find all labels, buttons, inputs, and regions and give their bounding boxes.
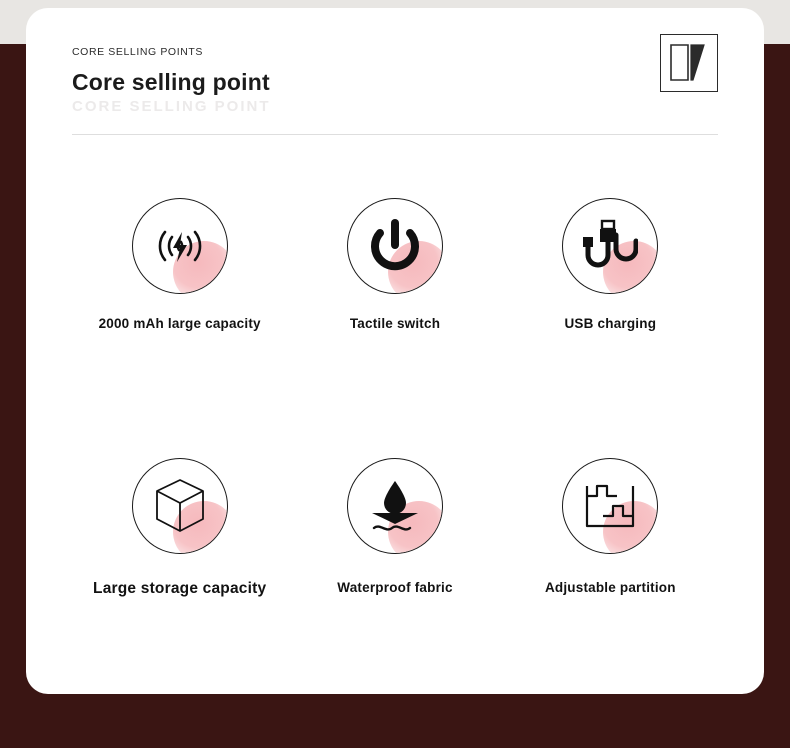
feature-item — [72, 188, 287, 448]
feature-item — [287, 188, 502, 448]
feature-item — [287, 448, 502, 708]
icon-wrapper — [562, 458, 658, 554]
feature-label: Waterproof fabric — [337, 580, 453, 595]
icon-wrapper — [347, 458, 443, 554]
page-subtitle: CORE SELLING POINT — [72, 98, 271, 116]
feature-label: 2000 mAh large capacity — [98, 316, 261, 331]
feature-label: Large storage capacity — [93, 580, 267, 597]
feature-label: Tactile switch — [349, 316, 441, 331]
core-selling-point-card — [26, 8, 764, 694]
partition-icon — [562, 458, 658, 554]
icon-wrapper — [132, 198, 228, 294]
icon-wrapper — [347, 198, 443, 294]
book-badge-icon — [660, 34, 718, 92]
feature-item — [72, 448, 287, 708]
feature-item — [503, 188, 718, 448]
card-header — [72, 46, 718, 135]
feature-label: USB charging — [564, 316, 657, 331]
icon-wrapper — [562, 198, 658, 294]
power-button-icon — [347, 198, 443, 294]
page-title: Core selling point — [72, 69, 270, 95]
icon-wrapper — [132, 458, 228, 554]
waterproof-drop-icon — [347, 458, 443, 554]
usb-cable-icon — [562, 198, 658, 294]
feature-label: Adjustable partition — [544, 580, 676, 595]
3d-box-icon — [132, 458, 228, 554]
feature-item — [503, 448, 718, 708]
header-divider — [72, 134, 718, 135]
features-grid — [72, 188, 718, 708]
wireless-charging-icon — [132, 198, 228, 294]
kicker-text: CORE SELLING POINTS — [72, 46, 204, 58]
